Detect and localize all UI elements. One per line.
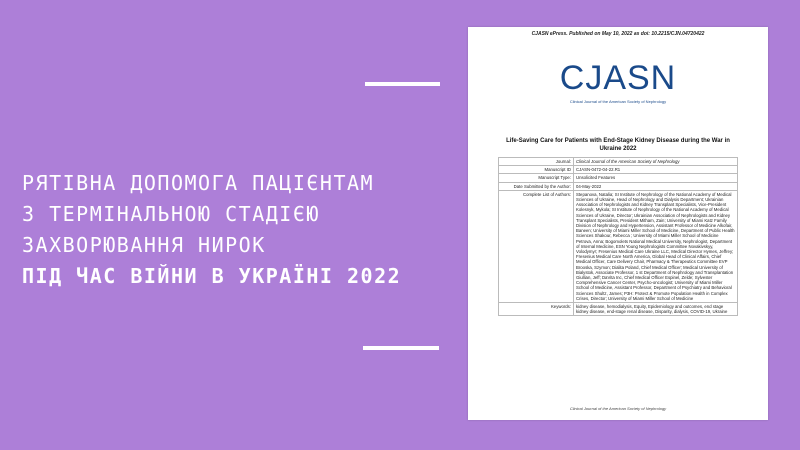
- decorative-rule-top: [365, 82, 440, 86]
- row-value: Stepanova, Natalia; SI Institute of Nephrology of the National Academy of Medical Sciences of Ukraine, Head of Nephrology and Dialysis Department; Ukrainian Association of Nephrologists and Kidney Transplant Specialists, Vice-President Kolesnyk, Mykola; SI Institute of Nephrology of the National Academy of Medical Sciences of Ukraine, Director; Ukrainian Association of Nephrologists and Kidney Transplant Specialists, President Mitham, Zain; University of Miami Katz Family Division of Nephrology and Hypertension, Assistant Professor of Medicine Alkofair, Baneen; University of Miami Miller School of Medicine, Department of Public Health Sciences Shakour, Rebecca ; University of Miami Miller School of Medicine Petrova, Anna; Bogomolets National Medical University, Nephrologist, Department of Internal Medicine, ESN Young Nephrologists Committee Novakivskyy, Volodymyr; Fresenius Medical Care Ukraine LLC, Medical Director Hymes, Jeffrey; Fresenius Medical Care North America, Global Head of Clinical Affairs, Chief Medical Officer, Care Delivery Chair, Pharmacy & Therapeutics Committee EVP Brooska, Szymon; Dialita Poland, Chief Medical Officer; Medical University of Bialystok, Associate Professor, 1 st Department of Nephrology and Transplantation Giullian, Jeff; DaVita Inc, Chief Medical Officer Espinel, Zelde; Sylvester Comprehensive Cancer Center, Psycho-oncologist; University of Miami Miller School of Medicine, Assistant Professor, Department of Psychiatry and Behavioral Sciences Shultz, James; P3H: Protect & Promote Population Health in Complex Crises, Director; University of Miami Miller School of Medicine: [574, 190, 738, 302]
- headline-line-3: ЗАХВОРЮВАННЯ НИРОК: [22, 233, 266, 257]
- row-key: Date Submitted by the Author:: [499, 182, 574, 190]
- headline-line-1: РЯТІВНА ДОПОМОГА ПАЦІЄНТАМ: [22, 171, 375, 195]
- table-row: [499, 303, 738, 316]
- journal-logo: CJASN: [559, 59, 677, 97]
- epress-note: CJASN ePress. Published on May 10, 2022 as doi: 10.2215/CJN.04720422: [531, 31, 705, 37]
- row-key: Manuscript ID: [499, 166, 574, 174]
- table-row: [499, 190, 738, 302]
- row-key: Keywords:: [499, 303, 574, 316]
- row-value: 04-May-2022: [574, 182, 738, 190]
- table-row: [499, 158, 738, 166]
- row-value: Unsolicited Features: [574, 174, 738, 182]
- table-row: [499, 182, 738, 190]
- row-value: Clinical Journal of the American Society of Nephrology: [574, 158, 738, 166]
- headline-line-4: ПІД ЧАС ВІЙНИ В УКРАЇНІ 2022: [22, 264, 402, 288]
- row-key: Complete List of Authors:: [499, 190, 574, 302]
- table-row: [499, 166, 738, 174]
- paper-title: Life-Saving Care for Patients with End-Stage Kidney Disease during the War in Ukraine 2022: [506, 138, 730, 152]
- table-row: [499, 174, 738, 182]
- paper-footer: Clinical Journal of the American Society of Nephrology: [569, 406, 667, 411]
- row-key: Manuscript Type:: [499, 174, 574, 182]
- headline-line-2: З ТЕРМІНАЛЬНОЮ СТАДІЄЮ: [22, 202, 320, 226]
- row-key: Journal:: [499, 158, 574, 166]
- journal-logo-subtitle: Clinical Journal of the American Society of Nephrology: [569, 99, 667, 104]
- row-value: kidney disease, hemodialysis, Equity, Epidemiology and outcomes, end stage kidney disease, end-stage renal disease, Disparity, dialysis, COVID-19, Ukraine: [574, 303, 738, 316]
- manuscript-table: [498, 157, 738, 316]
- row-value: CJASN-0472-04-22.R1: [574, 166, 738, 174]
- decorative-rule-bottom: [363, 346, 439, 350]
- headline: [22, 168, 462, 292]
- paper-preview: [468, 27, 768, 420]
